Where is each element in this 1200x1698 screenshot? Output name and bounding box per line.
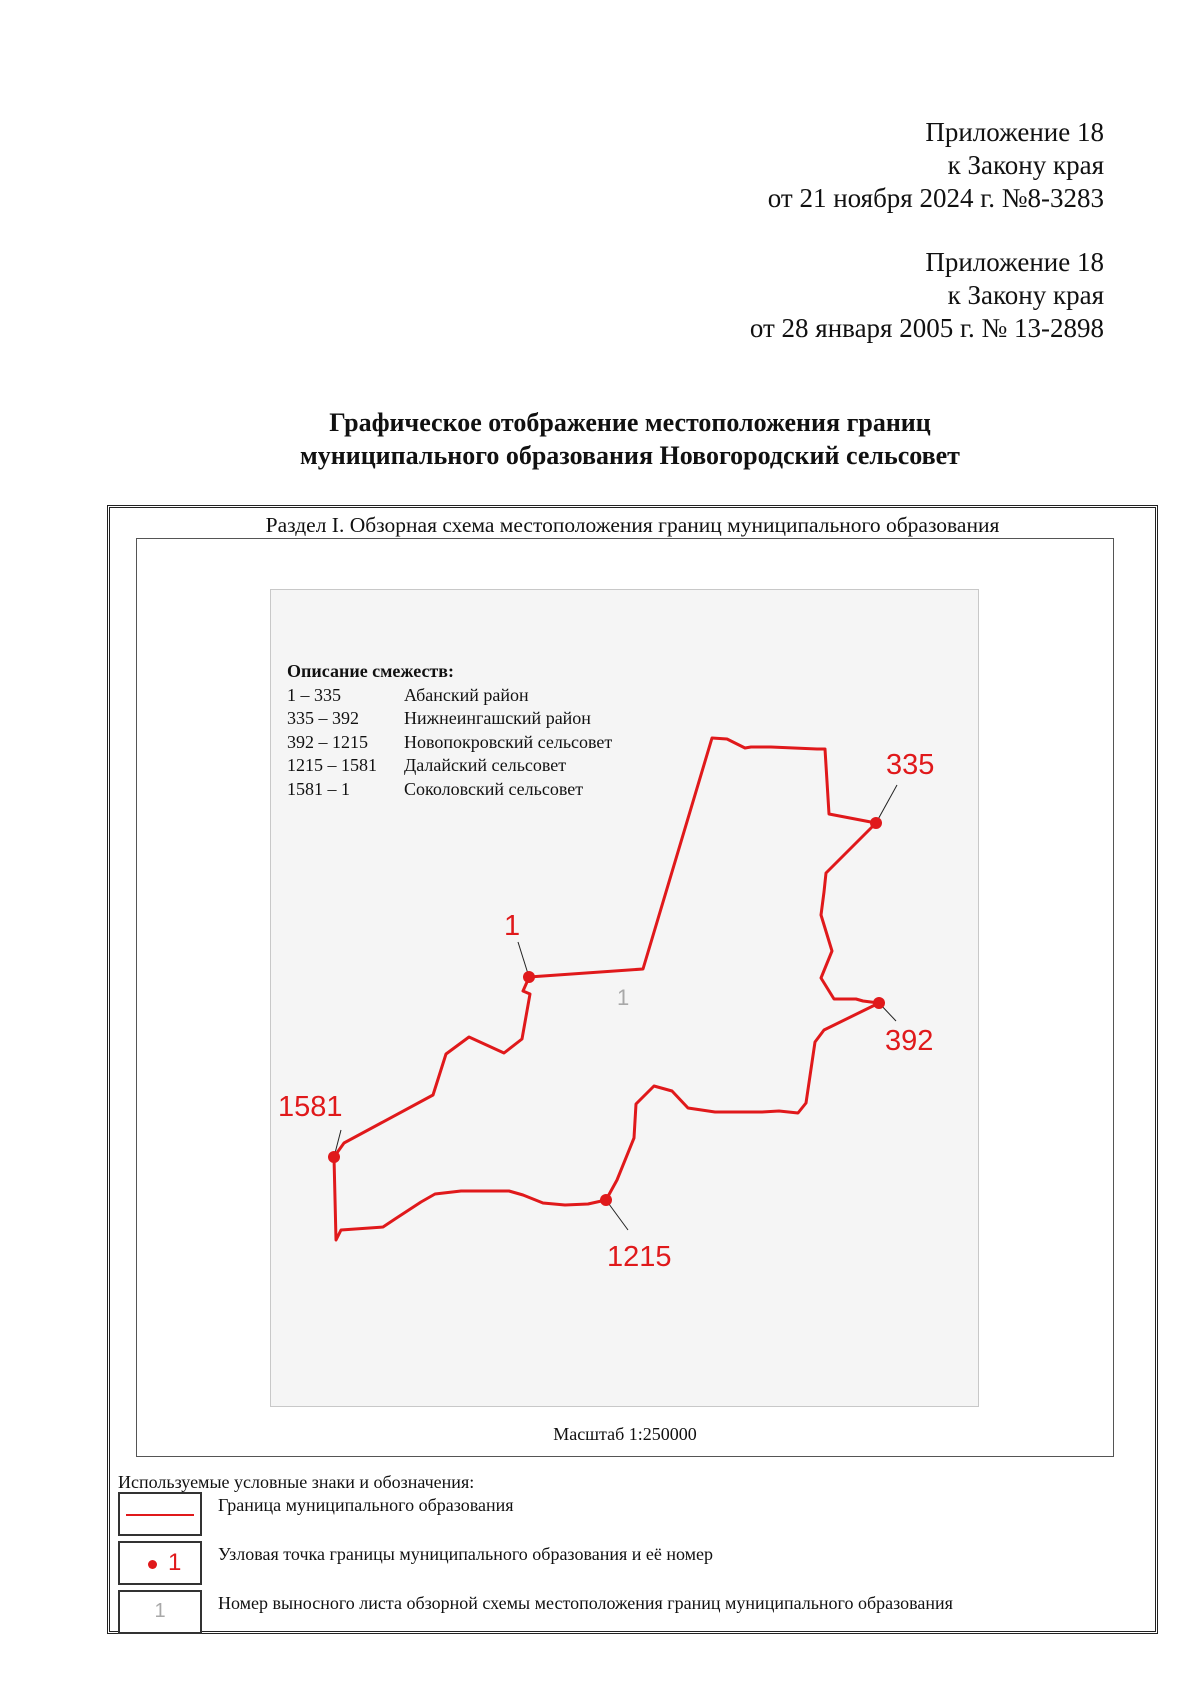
map-canvas <box>270 589 979 1407</box>
adjacency-row <box>287 707 612 731</box>
appendix-label: Приложение 18 <box>925 247 1104 277</box>
adjacency-range: 1 – 335 <box>287 684 341 705</box>
legend-item-boundary <box>118 1492 1148 1538</box>
adjacency-name: Соколовский сельсовет <box>404 778 584 799</box>
adjacency-range: 392 – 1215 <box>287 731 368 752</box>
adjacency-row <box>287 684 612 708</box>
sheet-number-label: 1 <box>617 985 630 1010</box>
boundary-line-icon <box>126 1514 194 1516</box>
node-point-1215 <box>600 1194 612 1206</box>
legend-text: Узловая точка границы муниципального образования и её номер <box>218 1544 714 1564</box>
title-line-1: Графическое отображение местоположения границ <box>329 408 931 437</box>
adjacency-name: Новопокровский сельсовет <box>404 731 613 752</box>
appendix-date: от 28 января 2005 г. № 13-2898 <box>749 313 1104 343</box>
appendix-label: Приложение 18 <box>925 117 1104 147</box>
legend-title: Используемые условные знаки и обозначения: <box>118 1472 475 1492</box>
map-sheet-frame <box>107 505 1158 1634</box>
node-label-392: 392 <box>885 1025 934 1057</box>
appendix-law-ref: к Закону края <box>947 280 1104 310</box>
adjacency-description <box>287 660 612 801</box>
node-point-392 <box>873 997 885 1009</box>
adjacency-title: Описание смежеств: <box>287 661 454 681</box>
adjacency-row <box>287 731 612 755</box>
appendix-law-ref: к Закону края <box>947 150 1104 180</box>
adjacency-range: 1215 – 1581 <box>287 755 377 775</box>
legend-symbol-node <box>118 1541 202 1585</box>
legend-item-sheet <box>118 1590 1148 1636</box>
node-point-1 <box>523 971 535 983</box>
node-label-1215: 1215 <box>607 1241 672 1273</box>
adjacency-range: 335 – 392 <box>287 708 359 728</box>
adjacency-range: 1581 – 1 <box>287 778 350 799</box>
document-title <box>0 406 1200 472</box>
adjacency-row <box>287 754 612 778</box>
sheet-sample-number: 1 <box>154 1600 166 1622</box>
appendix-date: от 21 ноября 2024 г. №8-3283 <box>767 183 1104 213</box>
node-label-1581: 1581 <box>278 1091 343 1123</box>
title-line-2: муниципального образования Новогородский сельсовет <box>300 441 960 470</box>
municipal-boundary-line <box>334 738 879 1240</box>
node-point-1581 <box>328 1151 340 1163</box>
legend-text: Номер выносного листа обзорной схемы местоположения границ муниципального образования <box>218 1593 953 1613</box>
adjacency-row <box>287 778 612 802</box>
legend-symbol-sheet <box>118 1590 202 1634</box>
legend-item-node <box>118 1541 1148 1587</box>
node-label-335: 335 <box>886 749 935 781</box>
node-label-1: 1 <box>504 910 521 942</box>
section-caption: Раздел I. Обзорная схема местоположения границ муниципального образования <box>265 513 1000 537</box>
overview-frame <box>136 538 1114 1457</box>
adjacency-name: Абанский район <box>404 684 529 705</box>
node-sample-number: 1 <box>168 1549 182 1576</box>
map-scale: Масштаб 1:250000 <box>553 1424 697 1444</box>
node-point-335 <box>870 817 882 829</box>
legend-symbol-boundary <box>118 1492 202 1536</box>
appendix-header-old <box>750 246 1104 345</box>
adjacency-name: Далайский сельсовет <box>404 755 567 775</box>
node-dot-icon <box>148 1560 157 1569</box>
appendix-header-new <box>768 116 1104 215</box>
leader-line-335 <box>876 785 897 823</box>
legend-text: Граница муниципального образования <box>218 1495 514 1515</box>
adjacency-name: Нижнеингашский район <box>404 708 591 728</box>
